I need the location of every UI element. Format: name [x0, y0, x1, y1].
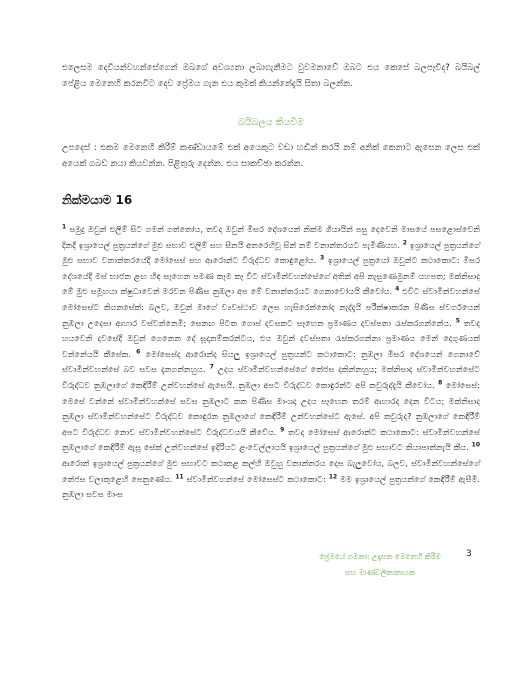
- section-instructions: උපදෙස් : එකම මෙනෙහි කිරීම් කණ්ඩායමේ එක් අයෙකුට වඩා හඬින් කරයි නම් අනික් කෙනාට ඇසෙන ලෙස එක් අයෙක් ගබඩ නයා කියවන්න. පිළිතුරු දෙන්න. එය සාකච්ඡා කරන්න.: [62, 143, 480, 169]
- verse-text: එවිට ස්වාමීන්වහන්සේ මෝසෙස්ට කියනසේක්: බලව, ඔවුන් මාගේ ව්‍යවස්ථාව ලෙස හැසිරෙන්නෝද නැද්දැයි පරීක්ෂාකරන පිණිස ස්වර්ගයෙන් නුඹලා උදෙසා ආහාර වස්වන්නෙමි; සෙනඟ පිටත ගොස් දවසකට සෑහෙන ප්‍රමාණය දවස්පතා රැස්කරගන්නේය.: [62, 286, 480, 328]
- verse-text: ඉශ්‍රායෙල් පුත්‍රයෝ ඔවුන්ට කථාකොට: මිසර දේශයේදී මස් භාජන ළඟ හිඳ සෑහෙන පමණ කෑම කෑ විට ස්වාමීන්වහන්සේගේ අතින් අපි නැසුණෙමුනම් යහපත; මක්නිසාද මේ මුළු සමූහයා ක්ෂුධාවෙන් මරවන පිණිස නුඹලා අප මේ වනාන්තරයට ගෙනාවෝයයි කීවෝය.: [62, 255, 481, 297]
- section-heading: බයිබලය කියවීම: [238, 117, 304, 128]
- verse: [175, 474, 326, 484]
- verse-number: 12: [328, 472, 338, 480]
- verse-number: 1: [62, 223, 67, 231]
- verse-text: උදය ස්වාමීන්වහන්සේගේ තේජස දකින්නහුය; මක්නිසාද ස්වාමීන්වහන්සේට විරුද්ධව නුඹලාගේ කෙඳිරීම් උන්වහන්සේ ඇසෙයි. නුඹලා අපට විරුද්ධව කොඳුරන්ට අපි කවුරුද්දැයි කීවෝය.: [62, 364, 480, 390]
- verse-number: 5: [455, 316, 460, 324]
- verse-number: 10: [471, 441, 481, 449]
- page-number: 3: [466, 549, 472, 559]
- verse-text: ඉශ්‍රායෙල් පුත්‍රයන්ගේ මුළු සභාව වනාන්තරයේදී මෝසෙස් සහ ආරොන්ට විරුද්ධව කොඳුළෝය.: [62, 239, 480, 266]
- verse-number: 9: [280, 425, 285, 433]
- verses-paragraph: [62, 222, 480, 503]
- page-footer: [300, 549, 460, 581]
- verse-text: ආරොන් ඉශ්‍රායෙල් පුත්‍රයන්ගේ මුළු සභාවට කථාකළ කල්හි ඔවුහු වනාන්තරය දෙස බැලුවෝය, බලව, ස්වාමීන්වහන්සේගේ තේජස වලාකුළෙහි පෙනුණේය.: [62, 457, 480, 484]
- verse-text: මෝසෙස්: මෙසේ වන්නේ ස්වාමීන්වහන්සේ සවස නුඹලාට කන පිණිස මාංශද උදය සෑහෙන තරම් ආහාරද දෙන විටය; මක්නිසාද නුඹලා ස්වාමීන්වහන්සේට විරුද්ධව කොඳුරන නුඹලාගේ කෙඳිරීම් උන්වහන්සේට ඇසේ. අපි කවුරුද? නුඹලාගේ කෙඳිරීම් අපට විරුද්ධව නොව ස්වාමීන්වහන්සේට විරුද්ධවයයි කීවේය.: [62, 379, 480, 437]
- intro-paragraph: එලෙසම දෙවියන්වහන්සේගෙන් ඔබගේ අවශ්‍යතා ලබාගැනීමට වුවමනාවේ ඔබට එය කෙසේ බලපෑවිද? බයිබල් පේළිය මෙනෙහි කරනවිට දෙව ප්‍රේමය ගැන එය කුමක් කියන්නේදැයි සිතා බලන්න.: [62, 63, 480, 89]
- verse-text: තවද හයවෙනි දවසේදී ඔවුන් ගෙනෙන දේ සූදානම්කරන්ටය, එය ඔවුන් දවස්පතා රැස්කරගන්නා ප්‍රමාණය මෙන් දෙගුණයක් වන්නේයයි කීසේක.: [62, 317, 481, 359]
- verse-number: 6: [136, 348, 141, 356]
- verse-text: මෝසෙස්ද ආරොන්ද සියලු ඉශ්‍රායෙල් පුත්‍රයන්ට කථාකොට: නුඹලා මිසර දේශයෙන් ගෙනාවේ ස්වාමීන්වහන්සේ බව සවස දැනගන්නහුය.: [62, 348, 480, 375]
- verse-text: තවද මෝසෙස් ආරොන්ට කථාකොට: ස්වාමීන්වහන්සේ නුඹලාගේ කෙඳිරීම් ඇසූ සේක් උන්වහන්සේ ඉදිරියට ළංවෙල්ලායයි ඉශ්‍රායෙල් පුත්‍රයන්ගේ මුළු සභාවට කියාපාන්නැයි කීය.: [62, 426, 481, 453]
- verse-number: 8: [438, 379, 443, 387]
- footer-subtitle: සහ මාණ්ඩලිකානායක: [345, 568, 415, 577]
- verse-text: ස්වාමීන්වහන්සේ මෝසෙස්ට කථාකොට:: [186, 473, 326, 484]
- verse-number: 4: [395, 285, 400, 293]
- chapter-title: නික්මයාම 16: [62, 193, 133, 207]
- footer-title: ප්‍රේමයේ ගමනා: උදෑසන මෙනෙහි කිරීම: [319, 552, 441, 561]
- verse-number: 3: [319, 254, 325, 262]
- verse-number: 11: [175, 472, 184, 480]
- verse-text: මම ඉශ්‍රායෙල් පුත්‍රයන්ගේ කෙඳිරීම් ඇසීමි. නුඹලා සවස මාංස: [62, 473, 480, 500]
- verse-number: 2: [402, 238, 407, 246]
- verse-text: සමුදු ඔවුන් එලිම් සිට ගමන් ගත්තෝය, තවද ඔවුන් මිසර දේශයෙන් නික්ම ගියායින් පසු දෙවෙනි මාසයේ පසළොස්වෙනි දිනදී ඉශ්‍රායෙල් පුත්‍රයන්ගේ මුළු සභාව එලිම් සහ සීනයි අතරෙහිවූ සින් නම් වනාන්තරයට පැමිණියහ.: [62, 224, 480, 250]
- verse-number: 7: [209, 363, 214, 371]
